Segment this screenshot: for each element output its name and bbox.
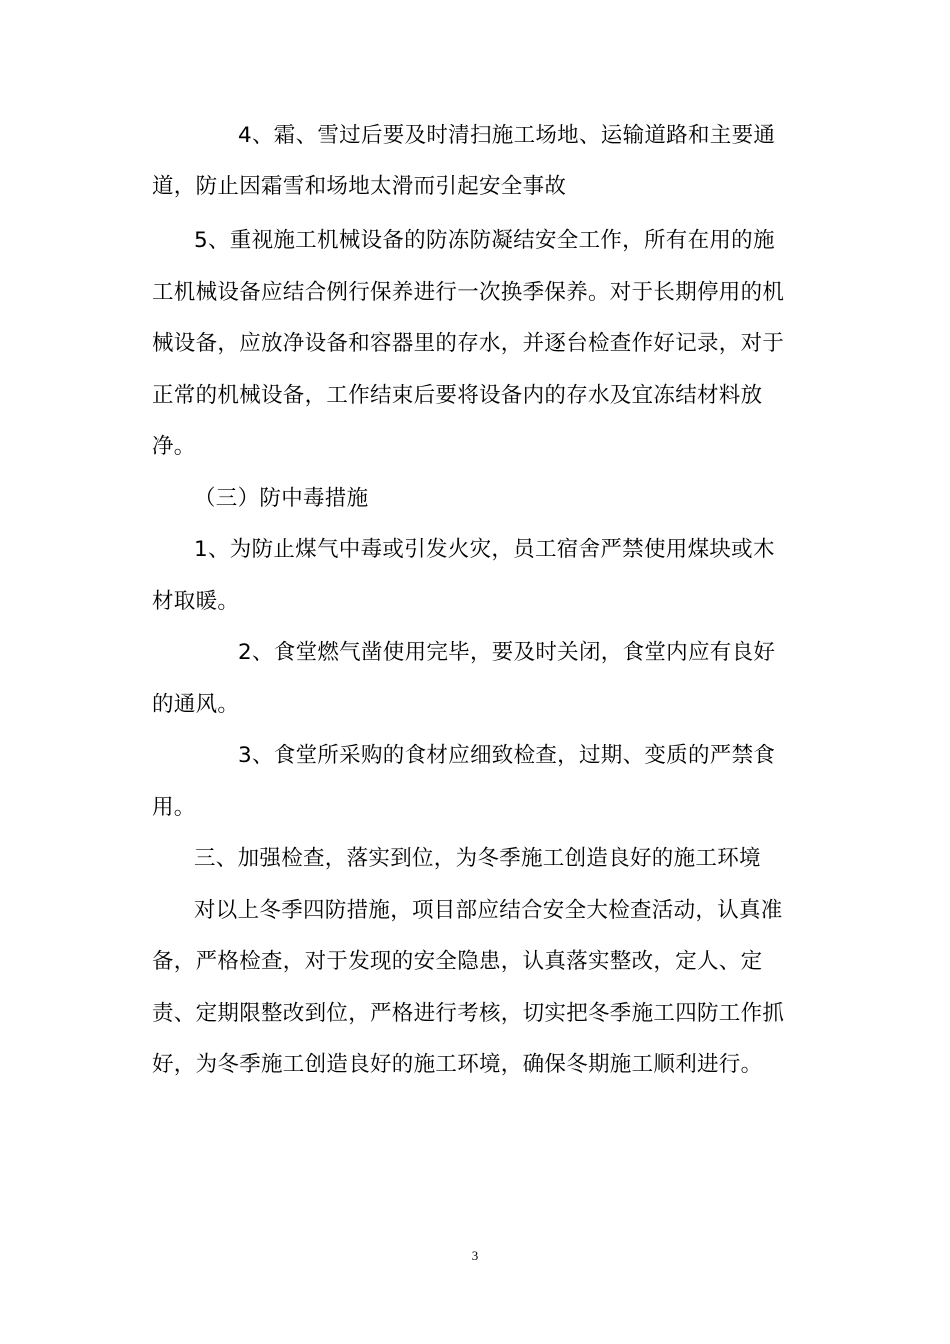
page-number: 3 xyxy=(471,1248,479,1263)
paragraph-line: 工机械设备应结合例行保养进行一次换季保养。对于长期停用的机 xyxy=(152,280,785,305)
paragraph-line: 的通风。 xyxy=(152,692,240,717)
paragraph-line: 械设备，应放净设备和容器里的存水，并逐台检查作好记录，对于 xyxy=(152,331,785,356)
paragraph-line: 责、定期限整改到位，严格进行考核，切实把冬季施工四防工作抓 xyxy=(152,1001,785,1026)
paragraph-line: 正常的机械设备，工作结束后要将设备内的存水及宜冻结材料放 xyxy=(152,383,763,408)
paragraph-line: 备，严格检查，对于发现的安全隐患，认真落实整改，定人、定 xyxy=(152,949,763,974)
paragraph-line: 材取暖。 xyxy=(152,589,240,614)
paragraph-line: 1、为防止煤气中毒或引发火灾，员工宿舍严禁使用煤块或木 xyxy=(194,537,775,562)
paragraph-line: 2、食堂燃气凿使用完毕，要及时关闭，食堂内应有良好 xyxy=(238,640,776,665)
paragraph-line: 4、霜、雪过后要及时清扫施工场地、运输道路和主要通 xyxy=(238,123,776,148)
paragraph-line: 3、食堂所采购的食材应细致检查，过期、变质的严禁食 xyxy=(238,743,776,768)
paragraph-line: 对以上冬季四防措施，项目部应结合安全大检查活动，认真准 xyxy=(194,898,783,923)
paragraph-line: 5、重视施工机械设备的防冻防凝结安全工作，所有在用的施 xyxy=(194,228,775,253)
paragraph-line: 道，防止因霜雪和场地太滑而引起安全事故 xyxy=(152,174,567,199)
section-heading: （三）防中毒措施 xyxy=(194,486,369,511)
section-heading: 三、加强检查，落实到位，为冬季施工创造良好的施工环境 xyxy=(194,846,761,871)
paragraph-line: 好，为冬季施工创造良好的施工环境，确保冬期施工顺利进行。 xyxy=(152,1052,763,1077)
paragraph-line: 用。 xyxy=(152,795,196,820)
paragraph-line: 净。 xyxy=(152,434,196,459)
